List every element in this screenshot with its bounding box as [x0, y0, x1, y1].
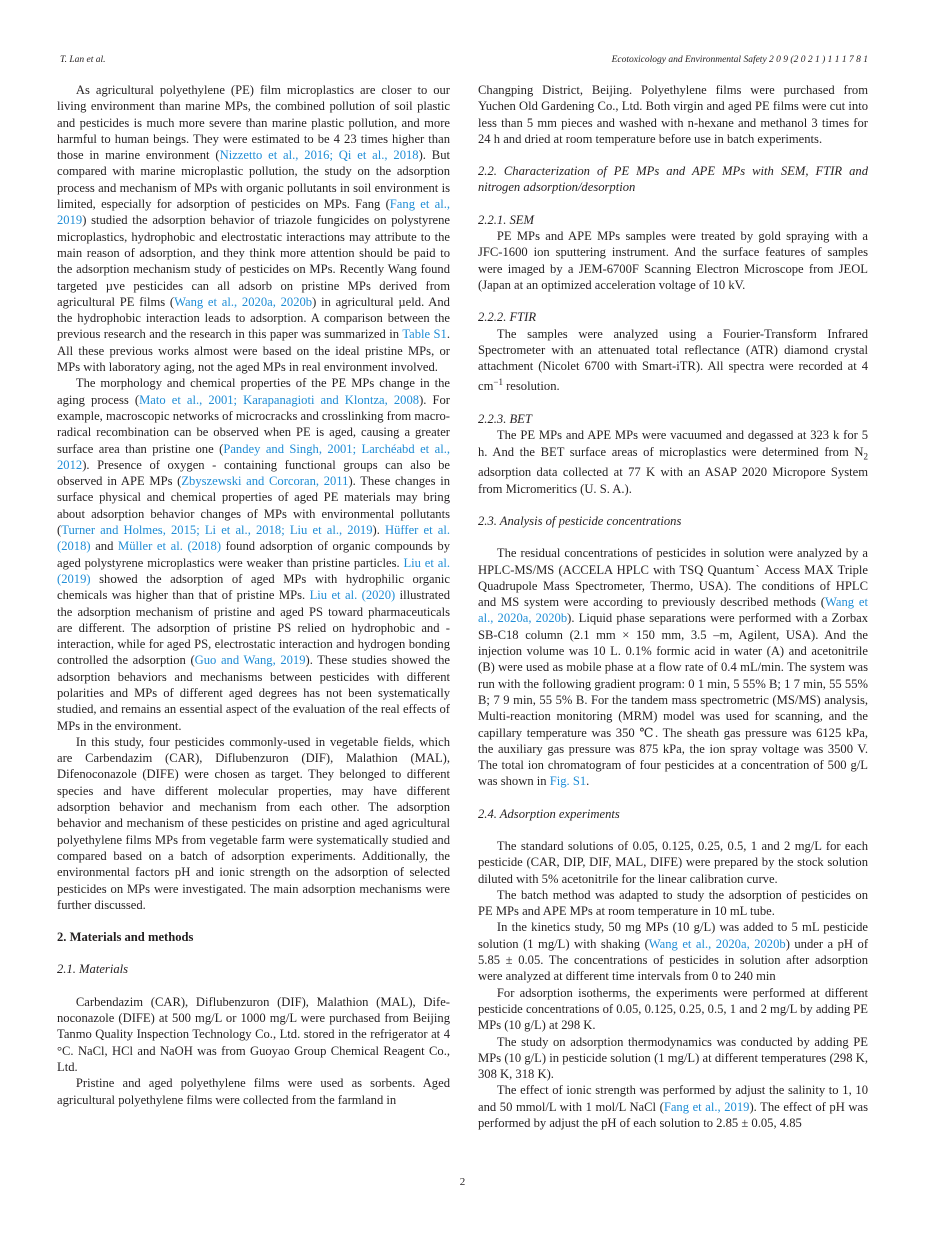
text-run: ) studied the adsorption behavior of triazole fungicides on polystyrene microplastics, hydrophobic and electrostatic interactions may attribute to the main reason of adsorption, and they think more attention should be paid to the adsorption mechanism study of pesticides on MPs. Recently Wang found targeted µve pesticides can all adsorb on pristine MPs derived from agricultural PE films (: [57, 213, 450, 309]
paragraph: [478, 228, 868, 293]
paragraph: [57, 994, 450, 1075]
citation-link[interactable]: Guo and Wang, 2019: [194, 653, 306, 668]
paragraph: [478, 545, 868, 789]
citation-link[interactable]: Zbyszewski and Corcoran, 2011: [181, 474, 349, 489]
text-run: PE MPs and APE MPs samples were treated by gold spraying with a JFC-1600 ion sputtering instrument. And the surface features of samples were imaged by a JEM-6700F Scanning Electron Microscope from JEOL (Japan at an optimized acceleration voltage of 10 kV.: [478, 229, 868, 292]
text-run: For adsorption isotherms, the experiments were performed at different pesticide concentrations of 0.05, 0.125, 0.25, 0.5, 1 and 2 mg/L by adding PE MPs (10 g/L) at 298 K.: [478, 985, 868, 1033]
text-run: Changping District, Beijing. Polyethylene films were purchased from Yuchen Old Gardening Co., Ltd. Both virgin and aged PE films were cut into less than 5 mm pieces and washed with n-hexane and methanol 3 times for 24 h and dried at room temperature before use in batch experiments.: [478, 83, 868, 146]
text-run: In the kinetics study, 50 mg MPs (10 g/L) was added to 5 mL pesticide solution (1 mg/L) with shaking (: [478, 920, 868, 951]
running-header-authors: T. Lan et al.: [60, 55, 106, 65]
subsection-heading: 2.3. Analysis of pesticide concentrations: [478, 513, 682, 528]
paragraph: [57, 82, 450, 375]
section-heading: 2. Materials and methods: [57, 930, 194, 945]
text-run: ). These studies showed the adsorption behaviors and mechanisms between pesticides with different polarities and MPs of different aged degrees has not been systematically studied, and remains an essential aspect of the evaluation of the real effects of MPs in the environment.: [57, 653, 450, 733]
paragraph: [478, 887, 868, 920]
text-run: and: [90, 539, 118, 554]
subsection-heading: 2.2.1. SEM: [478, 212, 534, 227]
subsection-heading: 2.1. Materials: [57, 962, 129, 977]
citation-link[interactable]: Fang et al., 2019: [57, 197, 450, 228]
text-run: The samples were analyzed using a Fourier-Transform Infrared Spectrometer with an attenuated total reflectance (ATR) diamond crystal attachment (Nicolet 6700 with Smart-iTR). All spectra were recorded at 4 cm: [478, 326, 868, 394]
paragraph: [478, 427, 868, 497]
superscript: −1: [493, 377, 503, 388]
right-column: [478, 82, 868, 1131]
citation-link[interactable]: Liu et al. (2019): [57, 555, 450, 586]
citation-link[interactable]: Pandey and Singh, 2001; Larchéabd et al., 2012: [57, 441, 450, 472]
citation-link[interactable]: Wang et al., 2020a, 2020b: [478, 595, 868, 626]
text-run: ). But compared with marine microplastic pollution, the study on the adsorption process and mechanism of MPs with organic pollutants in soil environment is limited, especially for adsorption of pesticides on MPs. Fang (: [57, 148, 450, 212]
page-number: 2: [459, 1176, 466, 1188]
text-run: Carbendazim (CAR), Diflubenzuron (DIF), Malathion (MAL), Difenoconazole (DIFE) at 500 mg/L or 1000 mg/L were purchased from Beijing Tanmo Quality Inspection Technology Co., Ltd. stored in the refrigerator at 4 °C. NaCl, HCl and NaOH was from Guoyao Group Chemical Reagent Co., Ltd.: [57, 994, 450, 1074]
text-run: The study on adsorption thermodynamics was conducted by adding PE MPs (10 g/L) in pesticide solution (1 mg/L) at different temperatures (298 K, 308 K, 318 K).: [478, 1034, 868, 1082]
paragraph: [57, 734, 450, 913]
citation-link[interactable]: Liu et al. (2020): [309, 588, 396, 603]
running-header-journal: Ecotoxicology and Environmental Safety 2 0 9 (2 0 2 1 ) 1 1 1 7 8 1: [611, 55, 868, 65]
citation-link[interactable]: Müller et al. (2018): [118, 539, 222, 554]
text-run: . All these previous works almost were based on the ideal pristine MPs, or MPs with laboratory aging, not the aged MPs in real environment involved.: [57, 327, 450, 375]
subsection-heading: 2.2. Characterization of PE MPs and APE MPs with SEM, FTIR and nitrogen adsorption/desorption: [478, 164, 868, 195]
subsection-heading: 2.4. Adsorption experiments: [478, 806, 620, 821]
text-run: The standard solutions of 0.05, 0.125, 0.25, 0.5, 1 and 2 mg/L for each pesticide (CAR, DIP, DIF, MAL, DIFE) were prepared by the stock solution diluted with 5% acetonitrile for the linear calibration curve.: [478, 838, 868, 886]
text-run: showed the adsorption of aged MPs with hydrophilic organic chemicals was higher than that of pristine MPs.: [57, 571, 450, 603]
citation-link[interactable]: Mato et al., 2001; Karapanagioti and Klontza, 2008: [139, 392, 420, 407]
citation-link[interactable]: Nizzetto et al., 2016; Qi et al., 2018: [219, 148, 419, 163]
text-run: As agricultural polyethylene (PE) film microplastics are closer to our living environment than marine MPs, the combined pollution of soil plastic and pesticides is much more severe than marine plastic pollution, and more harmful to human beings. They were estimated to be 4 23 times higher than those in marine environment (: [57, 83, 450, 163]
text-run: illustrated the adsorption mechanism of pristine and aged PS toward pharmaceuticals are different. The adsorption of pristine PS relied on hydrophobic and - interaction, while for aged PS, electrostatic interaction and hydrogen bonding controlled the adsorption (: [57, 588, 451, 668]
text-run: ). Presence of oxygen - containing functional groups can also be observed in APE MPs (: [57, 457, 450, 489]
subsection-heading: 2.2.2. FTIR: [478, 310, 537, 325]
text-run: found adsorption of organic compounds by aged polystyrene microplastics were weaker than pristine particles.: [57, 539, 450, 570]
paragraph: [478, 1034, 868, 1083]
left-column: [57, 82, 450, 1108]
paragraph: [478, 985, 868, 1034]
paragraph: [57, 1075, 450, 1108]
citation-link[interactable]: Table S1: [402, 327, 447, 342]
paragraph: [478, 838, 868, 887]
paragraph: [478, 82, 868, 147]
text-run: resolution.: [502, 379, 560, 394]
subscript: 2: [863, 451, 868, 462]
citation-link[interactable]: Hüffer et al. (2018): [57, 523, 450, 554]
text-run: Pristine and aged polyethylene films were used as sorbents. Aged agricultural polyethylene films were collected from the farmland in: [57, 1076, 450, 1107]
citation-link[interactable]: Wang et al., 2020a, 2020b: [174, 294, 313, 309]
text-run: ). For example, macroscopic networks of microcracks and crosslinking from macro-radical recombination can be observed when PE is aged, causing a greater surface area than pristine one (: [57, 392, 450, 456]
citation-link[interactable]: Wang et al., 2020a, 2020b: [648, 936, 786, 951]
paragraph: [478, 326, 868, 395]
text-run: The effect of ionic strength was performed by adjust the salinity to 1, 10 and 50 mmol/L with 1 mol/L NaCl (: [478, 1083, 868, 1114]
text-run: ) under a pH of 5.85 ± 0.05. The concentrations of pesticides in solution after adsorption were analyzed at different time intervals from 0 to 240 min: [478, 936, 869, 984]
text-run: ) in agricultural µeld. And the hydrophobic interaction leads to adsorption. A comparison between the previous research and the research in this paper was summarized in: [57, 294, 450, 342]
citation-link[interactable]: Fang et al., 2019: [663, 1099, 750, 1114]
text-run: The batch method was adapted to study the adsorption of pesticides on PE MPs and APE MPs at room temperature in 10 mL tube.: [478, 887, 868, 919]
paragraph: [478, 1082, 868, 1131]
subsection-heading: 2.2.3. BET: [478, 411, 532, 426]
text-run: In this study, four pesticides commonly-used in vegetable fields, which are Carbendazim (CAR), Diflubenzuron (DIF), Malathion (MAL), Difenoconazole (DIFE) were chosen as target. They belonged to different species and have different molecular properties, may have different adsorption behavior and mechanism from each other. The adsorption behavior and mechanism of these pesticides on pristine and aged agricultural polyethylene films MPs from vegetable farm were systematically studied and compared based on a batch of adsorption experiments. Additionally, the environmental factors pH and ionic strength on the adsorption of selected pesticides on MPs were investigated. The main adsorption mechanisms were further discussed.: [57, 734, 450, 912]
text-run: adsorption data collected at 77 K with an ASAP 2020 Micropore System from Micromeritics (U. S. A.).: [478, 465, 868, 496]
text-run: ). These changes in surface physical and chemical properties of aged PE materials may bring about adsorption behavior changes of MPs with environmental pollutants (: [57, 474, 450, 538]
paragraph: [478, 919, 868, 984]
citation-link[interactable]: Fig. S1: [549, 774, 587, 789]
text-run: ). Liquid phase separations were performed with a Zorbax SB-C18 column (2.1 mm × 150 mm, 3.5 –m, Agilent, USA). And the injection volume was 10 L. 0.1% formic acid in water (A) and acetonitrile (B) were used as mobile phase at a flow rate of 0.4 mL/min. The system was run with the following gradient program: 0 1 min, 5 55% B; 1 7 min, 55 55% B; 7 9 min, 55 5% B. For the tandem mass spectrometric (MS/MS) analysis, Multi-reaction monitoring (MRM) model was used for scanning, and the capillary temperature was 350 ℃. The sheath gas pressure was 6125 kPa, the auxiliary gas pressure was 875 kPa, the ion spray voltage was 3500 V. The total ion chromatogram of four pesticides at a concentration of 500 g/L was shown in: [478, 611, 869, 789]
text-run: ). The effect of pH was performed by adjust the pH of each solution to 2.85 ± 0.05, 4.85: [478, 1099, 868, 1131]
text-run: The residual concentrations of pesticides in solution were analyzed by a HPLC-MS/MS (ACCELA HPLC with TSQ Quantumˋ Access MAX Triple Quadrupole Mass Spectrometer, Thermo, USA). The conditions of HPLC and MS system were according to previously described methods (: [478, 546, 868, 610]
paragraph: [57, 375, 450, 734]
text-run: The morphology and chemical properties of the PE MPs change in the aging process (: [57, 376, 450, 407]
text-run: ).: [372, 523, 386, 538]
citation-link[interactable]: Turner and Holmes, 2015; Li et al., 2018; Liu et al., 2019: [61, 523, 373, 538]
text-run: .: [586, 774, 590, 789]
text-run: The PE MPs and APE MPs were vacuumed and degassed at 323 k for 5 h. And the BET surface areas of microplastics were determined from N: [478, 428, 868, 459]
